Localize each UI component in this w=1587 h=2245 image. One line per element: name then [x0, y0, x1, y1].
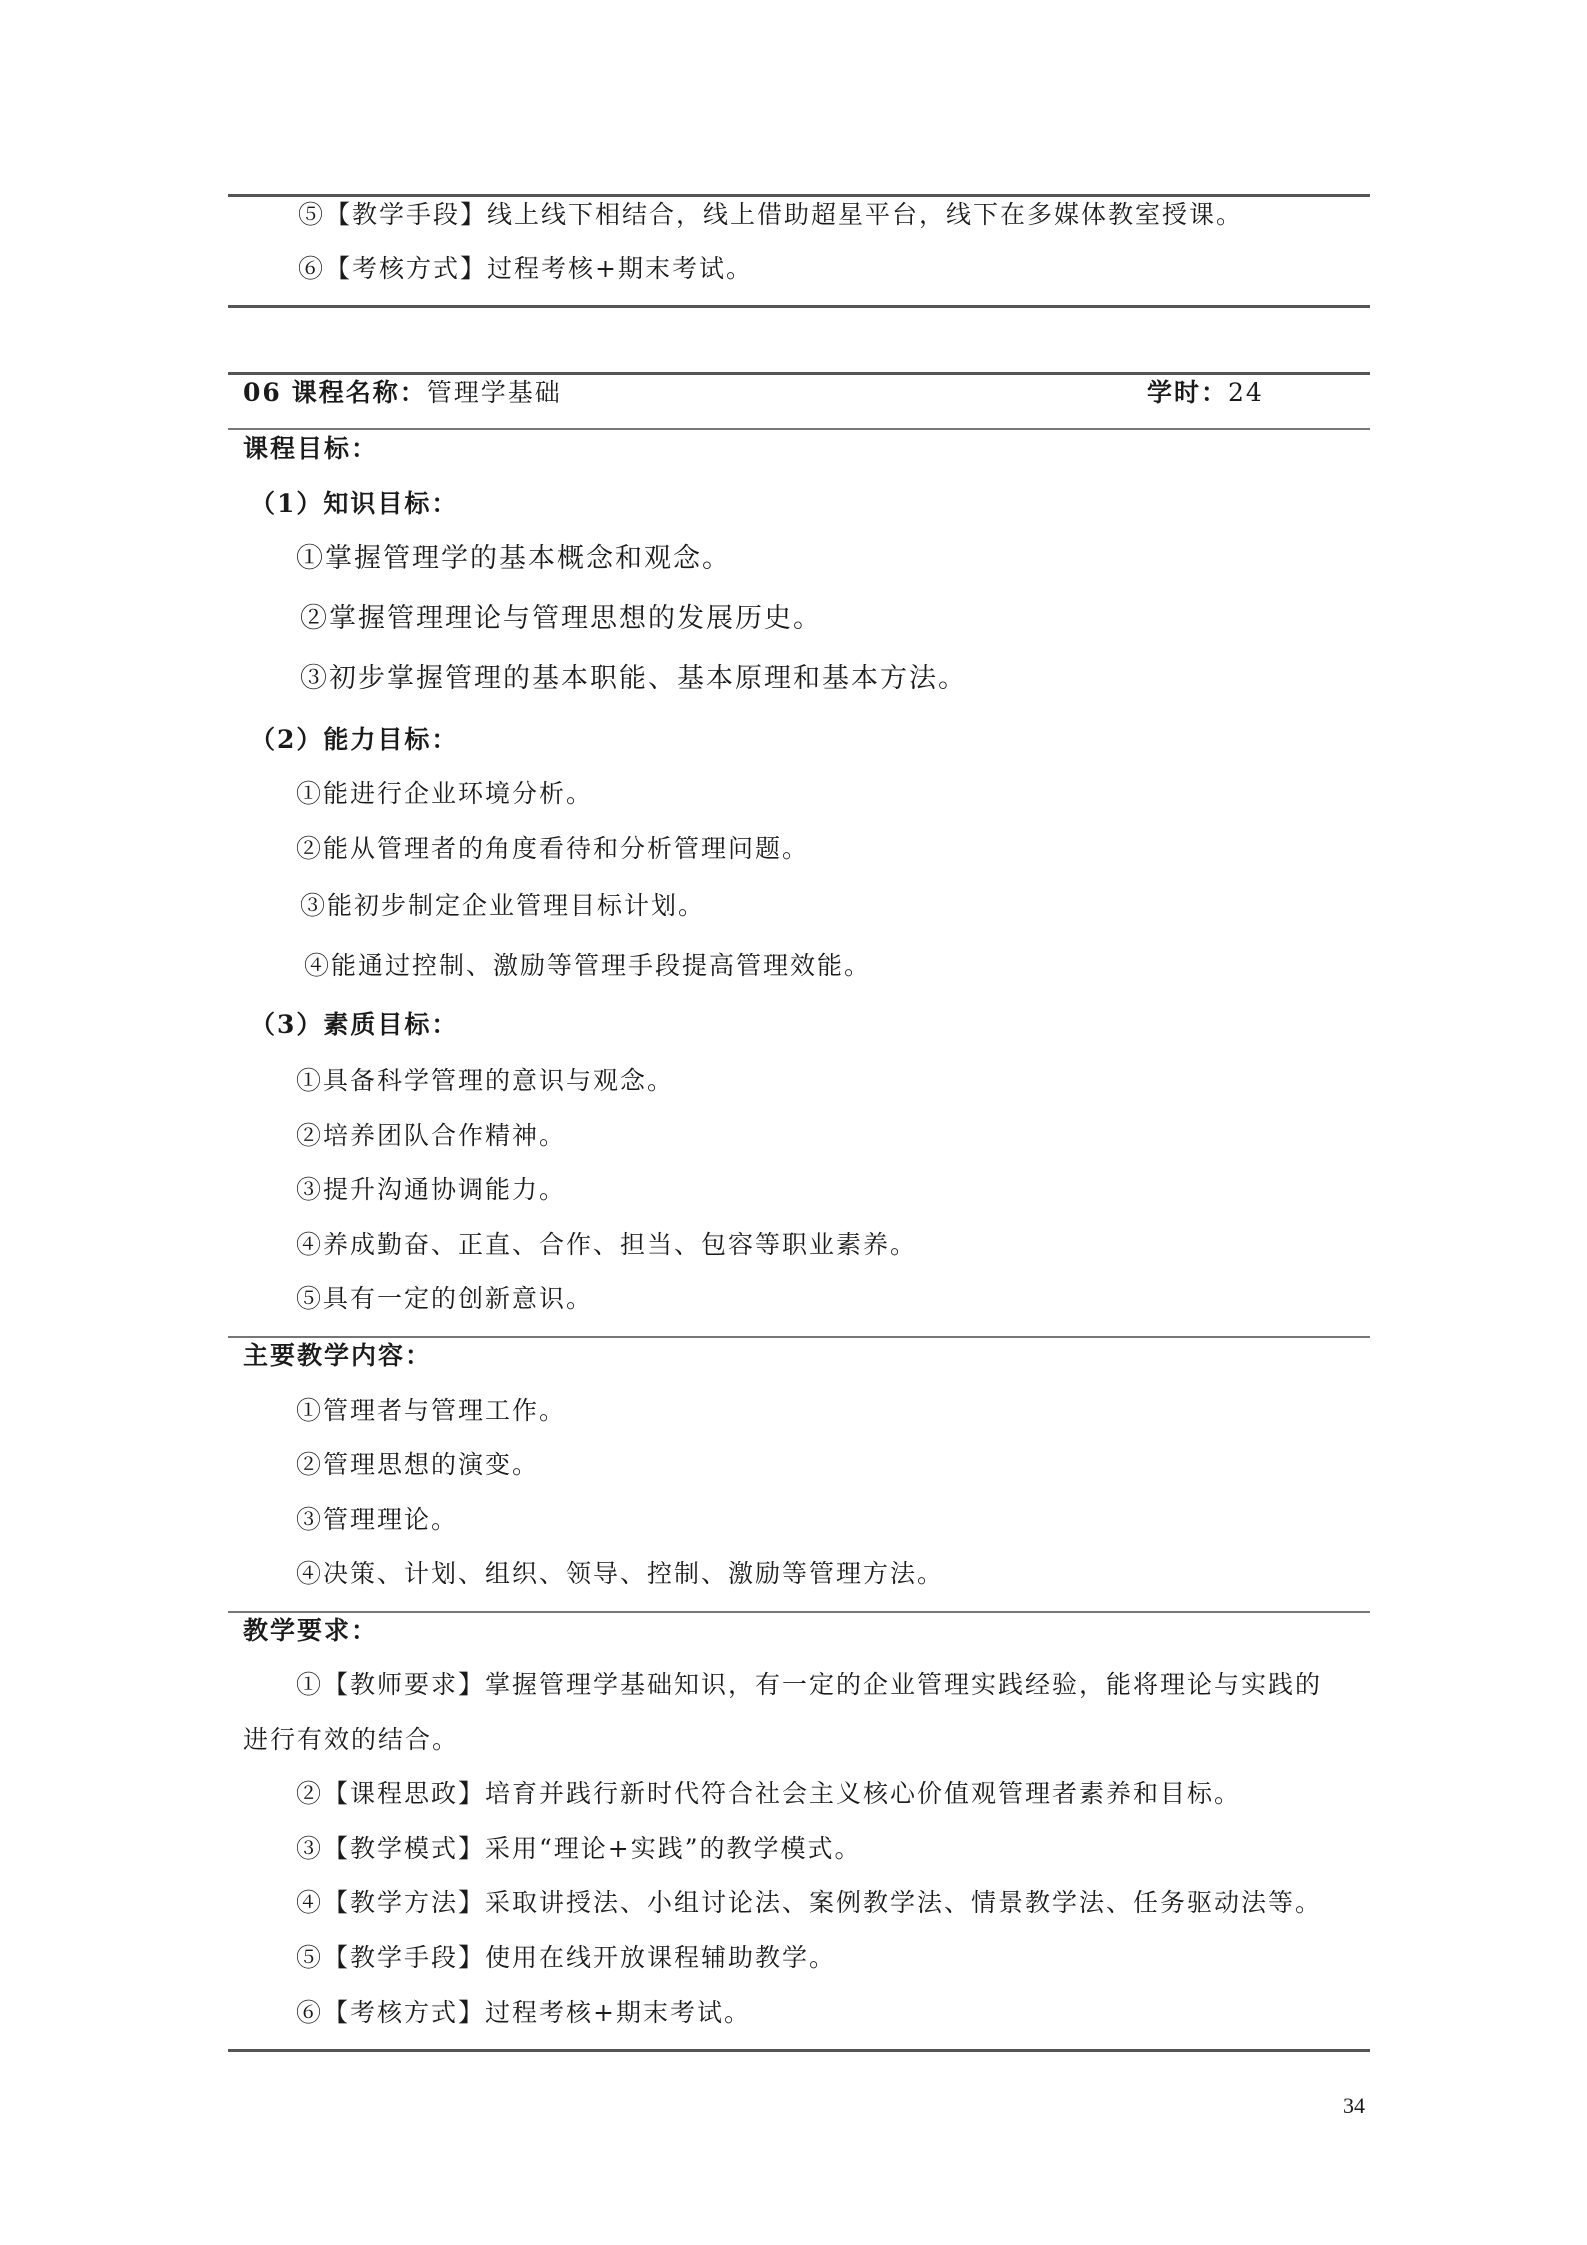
- requirements-heading: 教学要求：: [243, 1616, 379, 1645]
- knowledge-item: ③初步掌握管理的基本职能、基本原理和基本方法。: [300, 663, 967, 694]
- course-top-rule: [228, 372, 1370, 375]
- ability-item: ①能进行企业环境分析。: [296, 779, 594, 808]
- course-hours-label: 学时：: [1147, 378, 1229, 407]
- knowledge-item: ①掌握管理学的基本概念和观念。: [296, 543, 731, 574]
- ability-heading: （2）能力目标：: [250, 725, 459, 754]
- course-name-label: 课程名称：: [291, 378, 427, 407]
- quality-item: ③提升沟通协调能力。: [296, 1175, 567, 1204]
- requirement-item: ①【教师要求】掌握管理学基础知识，有一定的企业管理实践经验，能将理论与实践的: [296, 1670, 1323, 1699]
- requirement-item: ⑥【考核方式】过程考核+期末考试。: [296, 1998, 751, 2027]
- requirement-item: ②【课程思政】培育并践行新时代符合社会主义核心价值观管理者素养和目标。: [296, 1779, 1242, 1808]
- prev-teaching-means: ⑤【教学手段】线上线下相结合，线上借助超星平台，线下在多媒体教室授课。: [298, 200, 1244, 229]
- course-hours-value: 24: [1228, 378, 1264, 407]
- requirement-item: ⑤【教学手段】使用在线开放课程辅助教学。: [296, 1943, 837, 1972]
- prev-assessment: ⑥【考核方式】过程考核+期末考试。: [298, 254, 753, 283]
- quality-item: ②培养团队合作精神。: [296, 1121, 567, 1150]
- requirement-item: ③【教学模式】采用“理论+实践”的教学模式。: [296, 1834, 862, 1863]
- content-bottom-rule: [228, 1611, 1370, 1613]
- top-rule: [228, 194, 1370, 197]
- knowledge-heading: （1）知识目标：: [250, 489, 459, 518]
- knowledge-item: ②掌握管理理论与管理思想的发展历史。: [300, 603, 822, 634]
- ability-item: ③能初步制定企业管理目标计划。: [300, 891, 706, 920]
- content-item: ①管理者与管理工作。: [296, 1396, 567, 1425]
- requirement-item-continued: 进行有效的结合。: [243, 1725, 460, 1754]
- content-item: ②管理思想的演变。: [296, 1450, 540, 1479]
- content-item: ③管理理论。: [296, 1505, 459, 1534]
- page-number: 34: [1343, 2093, 1365, 2118]
- ability-item: ④能通过控制、激励等管理手段提高管理效能。: [304, 951, 872, 980]
- quality-item: ⑤具有一定的创新意识。: [296, 1284, 594, 1313]
- quality-heading: （3）素质目标：: [250, 1010, 459, 1039]
- content-item: ④决策、计划、组织、领导、控制、激励等管理方法。: [296, 1559, 945, 1588]
- course-hours: [1147, 378, 1264, 408]
- course-header-rule: [228, 428, 1370, 430]
- quality-item: ①具备科学管理的意识与观念。: [296, 1066, 675, 1095]
- quality-item: ④养成勤奋、正直、合作、担当、包容等职业素养。: [296, 1230, 918, 1259]
- course-header: [243, 378, 562, 408]
- ability-item: ②能从管理者的角度看待和分析管理问题。: [296, 834, 810, 863]
- goals-bottom-rule: [228, 1336, 1370, 1338]
- requirement-item: ④【教学方法】采取讲授法、小组讨论法、案例教学法、情景教学法、任务驱动法等。: [296, 1888, 1323, 1917]
- prev-bottom-rule: [228, 305, 1370, 308]
- goals-heading: 课程目标：: [243, 434, 379, 463]
- content-heading: 主要教学内容：: [243, 1341, 433, 1370]
- course-name: 管理学基础: [426, 378, 562, 407]
- course-bottom-rule: [228, 2049, 1370, 2052]
- course-number: 06: [243, 378, 282, 407]
